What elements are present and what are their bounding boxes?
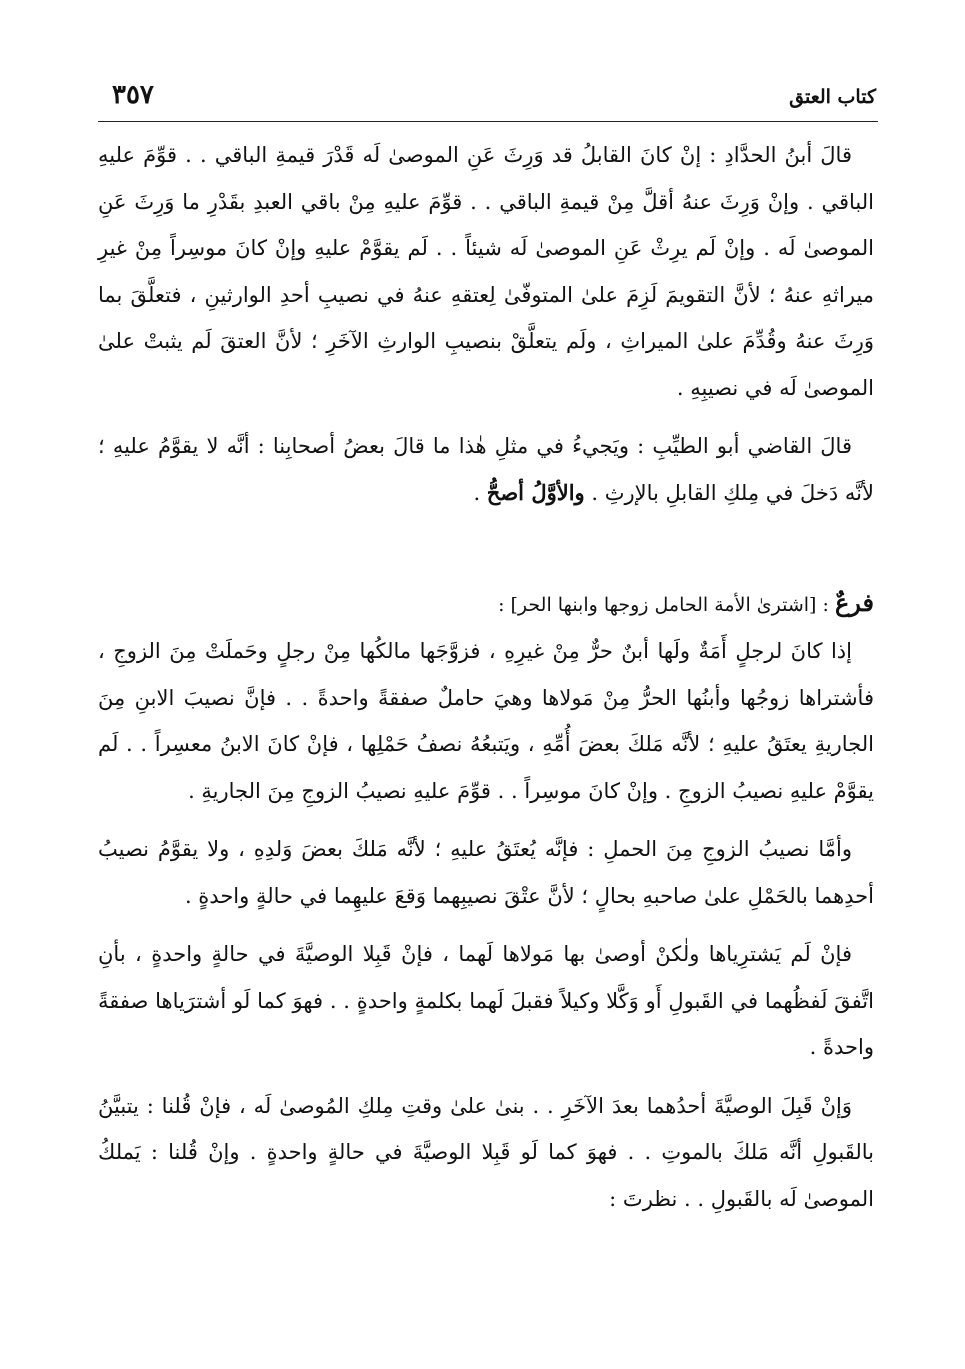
paragraph-5: فإنْ لَم يَشترِياها ولٰكنْ أوصىٰ بها مَولاها لَهما ، فإنْ قَبِلا الوصيَّةَ في حالةٍ واحدةٍ ، بأنِ اتَّفقَ لَفظُهما في القَبولِ أَو وَكَّلا وكيلاً فقبلَ لَهما بكلمةٍ واحدةٍ . . فهوَ كما لَو أشترَياها صفقةً واحدةً .: [98, 942, 874, 1059]
paragraph-4: وأمَّا نصيبُ الزوجِ مِنَ الحملِ : فإنَّه يُعتَقُ عليهِ ؛ لأنَّه مَلكَ بعضَ وَلدِهِ ، ولا يقوَّمُ نصيبُ أحدِهما بالحَمْلِ علىٰ صاحبهِ بحالٍ ؛ لأنَّ عتْقَ نصيبِهما وَقعَ عليهِما في حالةٍ واحدةٍ .: [98, 837, 874, 908]
paragraph-2: [98, 423, 874, 516]
paragraph-3: إذا كانَ لرجلٍ أَمَةٌ ولَها أبنٌ حرٌّ مِنْ غيرِهِ ، فزوَّجَها مالكُها مِنْ رجلٍ وحَملَتْ مِنَ الزوجِ ، فأشتراها زوجُها وأبنُها الحرُّ مِنْ مَولاها وهيَ حاملٌ صفقةً واحدةً . . فإنَّ نصيبَ الابنِ مِنَ الجاريةِ يعتَقُ عليهِ ؛ لأنَّه مَلكَ بعضَ أُمِّهِ ، ويَتبعُهُ نصفُ حَمْلِها ، فإنْ كانَ الابنُ معسِراً . . لَم يقوَّمْ عليهِ نصيبُ الزوجِ . وإنْ كانَ موسِراً . . قوِّمَ عليهِ نصيبُ الزوجِ مِنَ الجاريةِ .: [98, 639, 874, 803]
paragraph-2-text: قالَ القاضي أبو الطيِّبِ : ويَجيءُ في مثلِ هٰذا ما قالَ بعضُ أصحابِنا : أنَّه لا يقوَّمُ عليهِ ؛ لأنَّه دَخلَ في مِلكِ القابلِ بالإرثِ .: [98, 434, 874, 505]
paragraph-6: وَإنْ قَبِلَ الوصيَّةَ أحدُهما بعدَ الآخَرِ . . بنىٰ علىٰ وقتِ مِلكِ المُوصىٰ لَه ، فإنْ قُلنا : يتبيَّنُ بالقَبولِ أنَّه مَلكَ بالموتِ . . فهوَ كما لَو قَبِلا الوصيَّةَ في حالةٍ واحدةٍ . وإنْ قُلنا : يَملكُ الموصىٰ لَه بالقَبولِ . . نظرتَ :: [98, 1093, 874, 1211]
running-title: كتاب العتق: [789, 86, 876, 108]
page-header: [98, 78, 878, 118]
paragraph-2-end: .: [473, 480, 487, 505]
paragraph-2-verdict: والأوَّلُ أصحُّ: [486, 479, 585, 505]
page-body: [98, 132, 874, 1222]
paragraph-1: قالَ أبنُ الحدَّادِ : إنْ كانَ القابلُ قد وَرِثَ عَنِ الموصىٰ لَه قَدْرَ قيمةِ الباقي . . قوِّمَ عليهِ الباقي . وإنْ وَرِثَ عنهُ أقلَّ مِنْ قيمةِ الباقي . . قوِّمَ عليهِ مِنْ باقي العبدِ بقَدْرِ ما وَرِثَ عَنِ الموصىٰ لَه . وإنْ لَم يرِثْ عَنِ الموصىٰ لَه شيئاً . . لَم يقوَّمْ عليهِ وإنْ كانَ موسِراً مِنْ غيرِ ميراثهِ عنهُ ؛ لأنَّ التقويمَ لَزِمَ علىٰ المتوفّىٰ لِعتقهِ عنهُ في نصيبِ أحدِ الوارثينِ ، فتعلَّقَ بما وَرِثَ عنهُ وقُدِّمَ علىٰ الميراثِ ، ولَم يتعلَّقْ بنصيبِ الوارثِ الآخَرِ ؛ لأنَّ العتقَ لَم يثبتْ علىٰ الموصىٰ لَه في نصيبِهِ .: [98, 143, 874, 400]
section-label: فرعٌ: [834, 588, 874, 617]
section-heading: [98, 580, 874, 628]
section-subtitle: : [اشترىٰ الأمة الحامل زوجها وابنها الحر] :: [498, 594, 835, 616]
page-number: ٣٥٧: [112, 80, 154, 110]
header-divider: [98, 121, 878, 122]
